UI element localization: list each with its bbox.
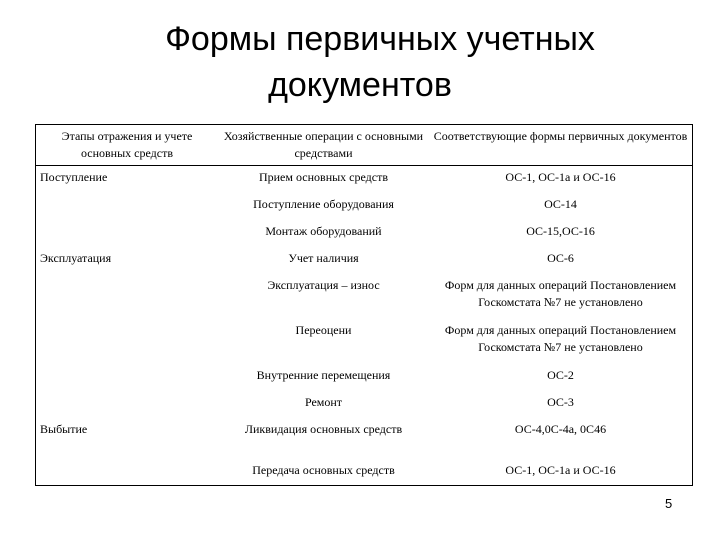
operation-cell: Прием основных средств — [258, 170, 389, 184]
stage-cell: Эксплуатация — [36, 247, 219, 274]
operation-cell: Переоцени — [295, 322, 352, 337]
table-row — [36, 391, 693, 418]
form-cell: ОС-1, ОС-1а и ОС-16 — [429, 166, 693, 193]
stage-cell — [36, 220, 219, 247]
stage-cell — [36, 319, 219, 364]
column-header-stage: Этапы отражения и учете основных средств — [36, 125, 219, 166]
slide-title — [0, 16, 720, 108]
stage-cell — [36, 193, 219, 220]
slide-title-line-1: Формы первичных учетных — [165, 20, 595, 58]
stage-cell: Поступление — [36, 166, 219, 193]
page-number: 5 — [665, 496, 673, 511]
table-row — [36, 364, 693, 391]
table-header-row — [36, 125, 693, 166]
form-cell: ОС-3 — [429, 391, 693, 418]
form-cell: Форм для данных операций Постановлением Госкомстата №7 не установлено — [429, 319, 693, 364]
stage-cell — [36, 364, 219, 391]
table-row — [36, 418, 693, 459]
table-row — [36, 319, 693, 364]
table-row — [36, 193, 693, 220]
primary-documents-table — [35, 124, 693, 486]
form-cell: ОС-15,ОС-16 — [429, 220, 693, 247]
form-cell: ОС-4,0С-4а, 0С46 — [429, 418, 693, 459]
operation-cell: Учет наличия — [288, 250, 359, 265]
stage-cell — [36, 459, 219, 486]
form-cell: ОС-14 — [429, 193, 693, 220]
operation-cell: Монтаж оборудований — [265, 223, 382, 238]
operation-cell: Эксплуатация – износ — [267, 277, 380, 292]
table-row — [36, 166, 693, 193]
form-cell: ОС-1, ОС-1а и ОС-16 — [429, 459, 693, 486]
table-row — [36, 220, 693, 247]
operation-cell: Внутренние перемещения — [256, 367, 391, 382]
form-cell: ОС-6 — [429, 247, 693, 274]
form-cell: ОС-2 — [429, 364, 693, 391]
slide-title-line-2: документов — [268, 66, 452, 104]
form-cell: Форм для данных операций Постановлением Госкомстата №7 не установлено — [429, 274, 693, 319]
table-row — [36, 247, 693, 274]
column-header-operation: Хозяйственные операции с основными средствами — [218, 125, 429, 166]
column-header-form: Соответствующие формы первичных документов — [429, 125, 693, 166]
operation-cell: Поступление оборудования — [253, 196, 394, 211]
operation-cell: Ремонт — [304, 394, 343, 409]
table-row — [36, 459, 693, 486]
stage-cell — [36, 391, 219, 418]
table-row — [36, 274, 693, 319]
stage-cell: Выбытие — [36, 418, 219, 459]
operation-cell: Ликвидация основных средств — [244, 421, 403, 436]
operation-cell: Передача основных средств — [218, 459, 429, 486]
stage-cell — [36, 274, 219, 319]
